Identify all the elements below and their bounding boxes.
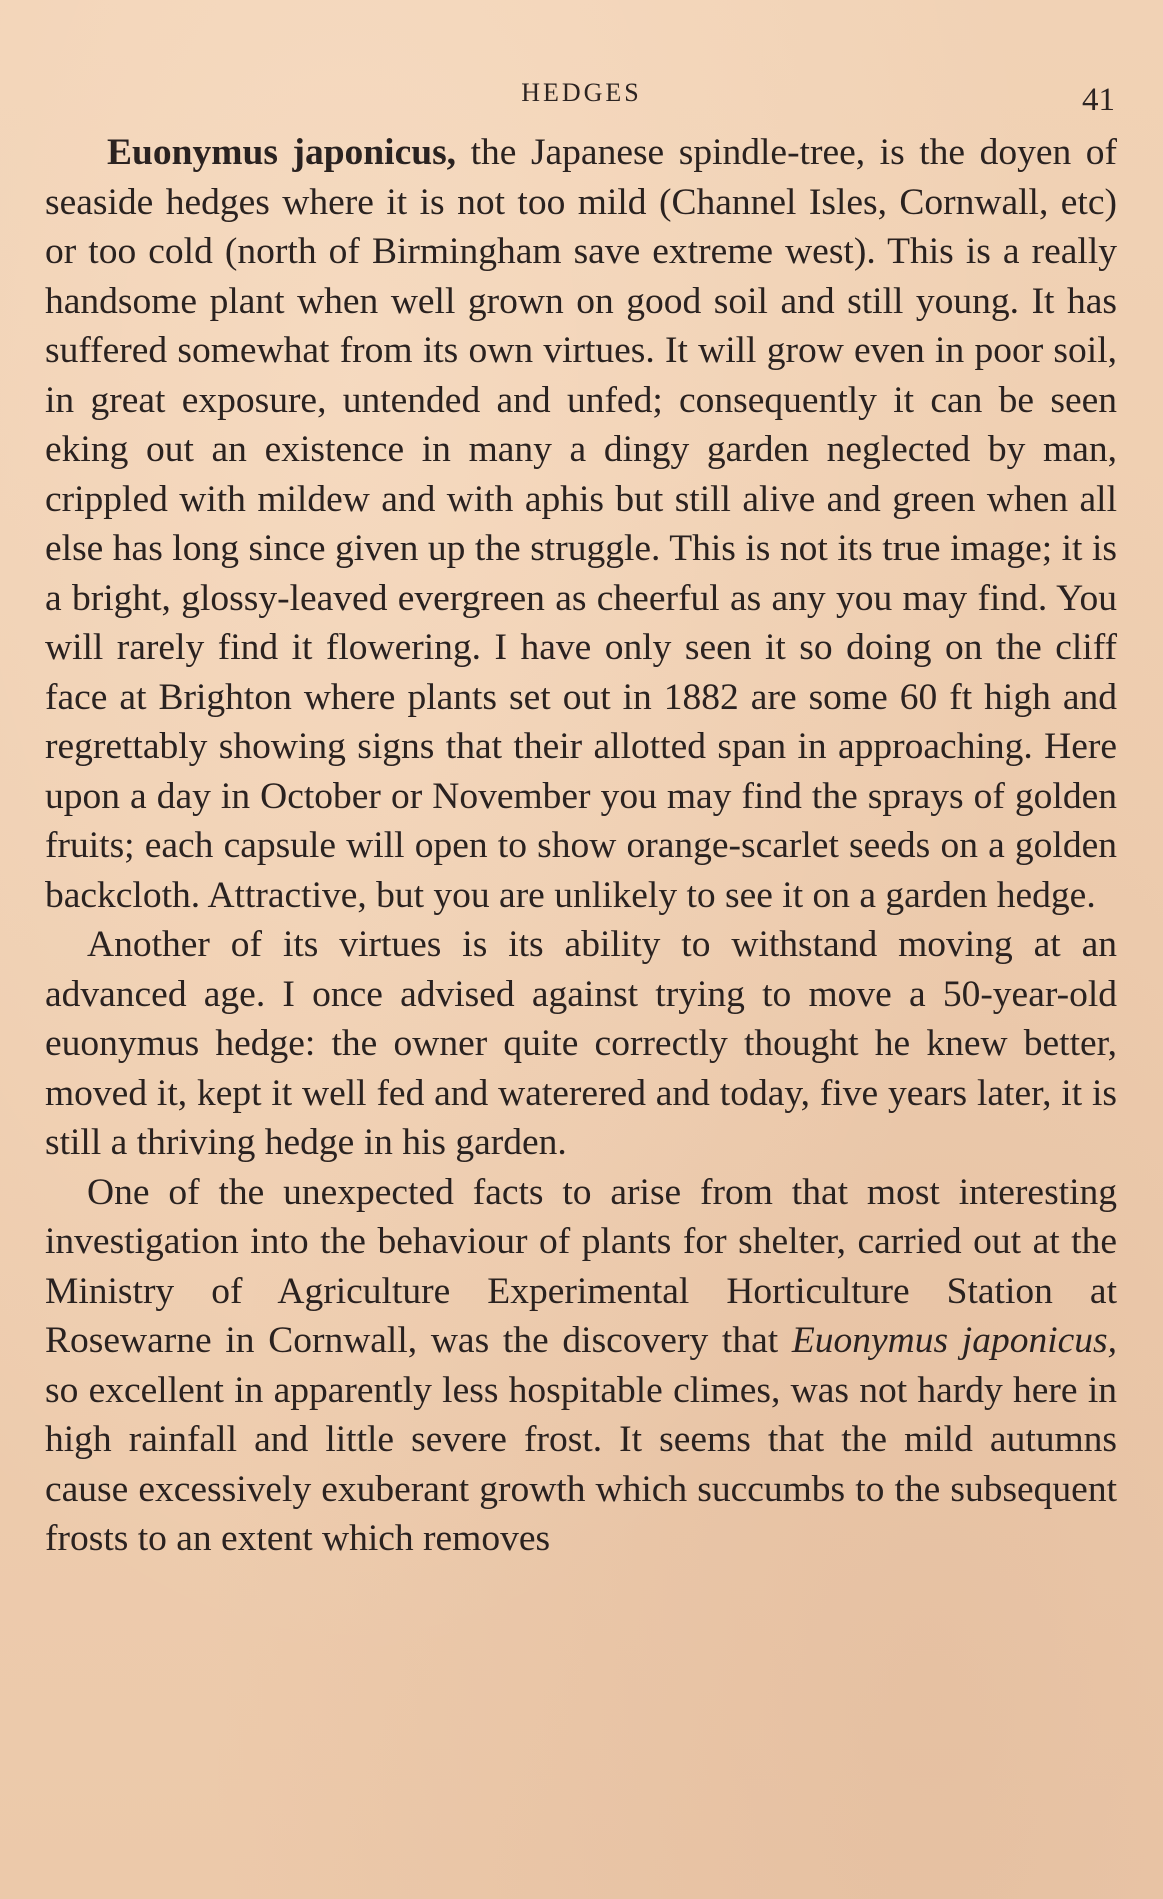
paragraph-text: the Japanese spindle-tree, is the doyen of seaside hedges where it is not too mild (Channel Isles, Cornwall, etc) or too cold (north of Birmingham save extreme west). This is a really handsome plant when well grown on good soil and still young. It has suffered somewhat from its own virtues. It will grow even in poor soil, in great exposure, untended and unfed; consequently it can be seen eking out an existence in many a dingy garden neglected by man, crippled with mildew and with aphis but still alive and green when all else has long since given up the struggle. This is not its true image; it is a bright, glossy-leaved evergreen as cheerful as any you may find. You will rarely find it flowering. I have only seen it so doing on the cliff face at Brighton where plants set out in 1882 are some 60 ft high and regrettably showing signs that their allotted span in approaching. Here upon a day in October or November you may find the sprays of golden fruits; each capsule will open to show orange-scarlet seeds on a golden backcloth. Attractive, but you are unlikely to see it on a garden hedge. [45, 132, 1118, 916]
page-header [0, 78, 1163, 118]
paragraph-euonymus-intro [45, 128, 1117, 920]
plant-name-italic: Euonymus japonicus, [791, 1320, 1117, 1361]
paragraph-rosewarne [45, 1168, 1117, 1564]
paragraph-moving-virtue [45, 920, 1117, 1168]
body-text [45, 128, 1117, 1564]
paragraph-text-after: so excellent in apparently less hospitable climes, was not hardy here in high rainfall and little severe frost. It seems that the mild autumns cause excessively exuberant growth which succumbs to the subsequent frosts to an extent which removes [45, 1369, 1117, 1559]
running-head: HEDGES [521, 78, 642, 107]
page-number: 41 [1082, 82, 1115, 118]
plant-name-bold: Euonymus japonicus, [107, 132, 457, 173]
paragraph-text-before: One of the unexpected facts to arise from that most interesting investigation into the behaviour of plants for shelter, carried out at the Ministry of Agriculture Experimental Horticulture Station at Rosewarne in Cornwall, was the discovery that [45, 1171, 1117, 1361]
paragraph-text: Another of its virtues is its ability to withstand moving at an advanced age. I once advised against trying to move a 50-year-old euonymus hedge: the owner quite correctly thought he knew better, moved it, kept it well fed and waterered and today, five years later, it is still a thriving hedge in his garden. [45, 924, 1117, 1163]
